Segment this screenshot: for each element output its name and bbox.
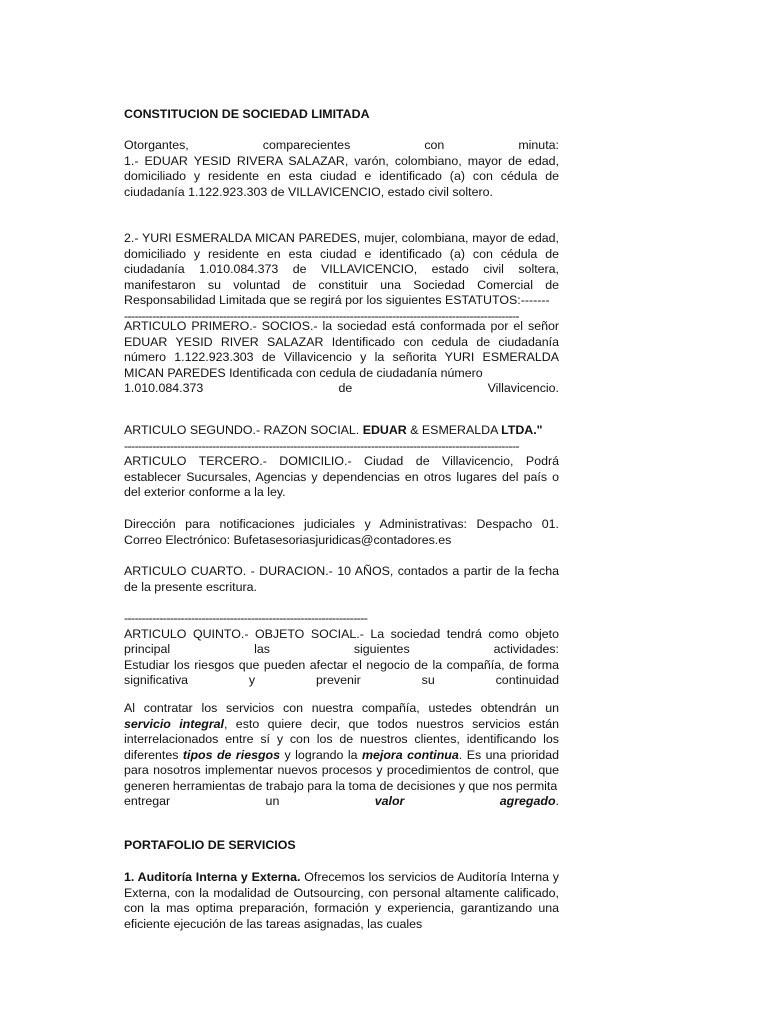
word: Villavicencio. bbox=[487, 381, 559, 395]
word: continuidad bbox=[495, 673, 559, 687]
dash-separator: ---------------------------------------------------------------------------------------------------------------- bbox=[124, 438, 519, 453]
contratar-text bbox=[124, 701, 559, 794]
document-title: CONSTITUCION DE SOCIEDAD LIMITADA bbox=[124, 107, 370, 121]
text-run: . Es una prioridad para nosotros implementar nuevos procesos y procedimientos de control, que generen herramientas de trabajo para la toma de decisiones y que nos permita bbox=[124, 747, 560, 793]
articulo-cuarto: ARTICULO CUARTO. - DURACION.- 10 AÑOS, contados a partir de la fecha de la presente escritura. bbox=[124, 564, 559, 594]
articulo-segundo-line bbox=[124, 423, 559, 439]
otorgantes-heading-line bbox=[124, 138, 559, 154]
word: comparecientes bbox=[262, 138, 351, 152]
company-name-suffix: LTDA." bbox=[501, 423, 543, 437]
articulo-quinto-line bbox=[124, 673, 559, 689]
word: minuta: bbox=[518, 138, 559, 152]
articulo-primero-last-line bbox=[124, 381, 559, 397]
portafolio-item-1-title: 1. Auditoría Interna y Externa. bbox=[124, 870, 301, 884]
dash-separator: --------------------------------------------------------------------- bbox=[124, 611, 368, 625]
direccion-paragraph bbox=[124, 517, 559, 548]
emphasis-servicio-integral: servicio integral bbox=[124, 716, 224, 731]
portafolio-title: PORTAFOLIO DE SERVICIOS bbox=[124, 838, 296, 852]
emphasis-mejora-continua: mejora continua bbox=[362, 747, 459, 762]
razon-social-label: ARTICULO SEGUNDO.- RAZON SOCIAL. bbox=[124, 423, 360, 437]
emphasis-agregado: agregado bbox=[499, 794, 556, 808]
articulo-primero-text: ARTICULO PRIMERO.- SOCIOS.- la sociedad está conformada por el señor EDUAR YESID RIVER SALAZAR Identificado con cedula de ciudadanía número 1.122.923.303 de Villavicencio y la señorita YURI ESMERALDA MICAN PAREDES Identificada con cedula de ciudadanía número bbox=[124, 319, 559, 380]
text-run: y logrando la bbox=[280, 747, 363, 762]
word: siguientes bbox=[353, 642, 410, 656]
word: actividades: bbox=[493, 642, 559, 656]
otorgantes-paragraph bbox=[124, 138, 559, 200]
word: entregar bbox=[124, 794, 171, 808]
word: y bbox=[248, 673, 256, 687]
word: significativa bbox=[124, 673, 189, 687]
text-run: Al contratar los servicios con nuestra compañía, ustedes obtendrán un bbox=[124, 701, 559, 715]
emphasis-valor: valor bbox=[374, 794, 405, 808]
word: principal bbox=[124, 642, 171, 656]
word: las bbox=[254, 642, 270, 656]
word: un bbox=[265, 794, 280, 808]
dash-separator: ---------------------------------------------------------------------------------------------------------------- bbox=[124, 308, 519, 323]
contratar-paragraph bbox=[124, 701, 559, 810]
articulo-primero bbox=[124, 319, 559, 397]
articulo-tercero: ARTICULO TERCERO.- DOMICILIO.- Ciudad de Villavicencio, Podrá establecer Sucursales, Agencias y dependencias en otros lugares del país o del exterior conforme a la ley. bbox=[124, 454, 559, 499]
portafolio-item-1 bbox=[124, 870, 559, 932]
direccion-line: Dirección para notificaciones judiciales y Administrativas: Despacho 01. bbox=[124, 517, 559, 531]
word: con bbox=[424, 138, 445, 152]
word: 1.010.084.373 bbox=[124, 381, 204, 395]
otorgante-2-text: 2.- YURI ESMERALDA MICAN PAREDES, mujer, colombiana, mayor de edad, domiciliado y residente en esta ciudad e identificado (a) con cédula de ciudadanía 1.010.084.373 de VILLAVICENCIO, estado civil soltera, manifestaron su voluntad de constituir una Sociedad Comercial de Responsabilidad Limitada que se regirá por los siguientes ESTATUTOS:------- bbox=[124, 231, 559, 307]
second-party-paragraph bbox=[124, 231, 559, 324]
agregado-group bbox=[500, 794, 559, 808]
company-name-part: & ESMERALDA bbox=[410, 423, 498, 437]
articulo-quinto bbox=[124, 611, 559, 689]
articulo-quinto-line: ARTICULO QUINTO.- OBJETO SOCIAL.- La sociedad tendrá como objeto bbox=[124, 626, 559, 641]
word: prevenir bbox=[316, 673, 361, 687]
articulo-quinto-line bbox=[124, 642, 559, 658]
company-name-part: EDUAR bbox=[362, 423, 407, 437]
correo-line: Correo Electrónico: Bufetasesoriasjuridicas@contadores.es bbox=[124, 532, 452, 547]
valor-group bbox=[266, 794, 405, 808]
articulo-segundo bbox=[124, 423, 559, 454]
period: . bbox=[555, 794, 559, 808]
contratar-last-line bbox=[124, 794, 559, 810]
portafolio-item-1-text: Ofrecemos los servicios de Auditoría Interna y Externa, con la modalidad de Outsourcing, con personal altamente calificado, con la mas optima preparación, formación y experiencia, garantizando una eficiente ejecución de las tareas asignadas, las cuales bbox=[124, 870, 560, 931]
articulo-quinto-line: Estudiar los riesgos que pueden afectar el negocio de la compañía, de forma bbox=[124, 657, 559, 672]
otorgante-1-text: 1.- EDUAR YESID RIVERA SALAZAR, varón, colombiano, mayor de edad, domiciliado y residente en esta ciudad e identificado (a) con cédula de ciudadanía 1.122.923.303 de VILLAVICENCIO, estado civil soltero. bbox=[124, 153, 559, 199]
word: su bbox=[421, 673, 435, 687]
text-run: , esto quiere decir, que todos nuestros servicios están interrelacionados entre sí y con los de nuestros clientes, identificando los diferentes bbox=[124, 716, 559, 762]
word: de bbox=[338, 381, 353, 395]
word: Otorgantes, bbox=[124, 138, 189, 152]
emphasis-tipos-de-riesgos: tipos de riesgos bbox=[182, 747, 281, 762]
